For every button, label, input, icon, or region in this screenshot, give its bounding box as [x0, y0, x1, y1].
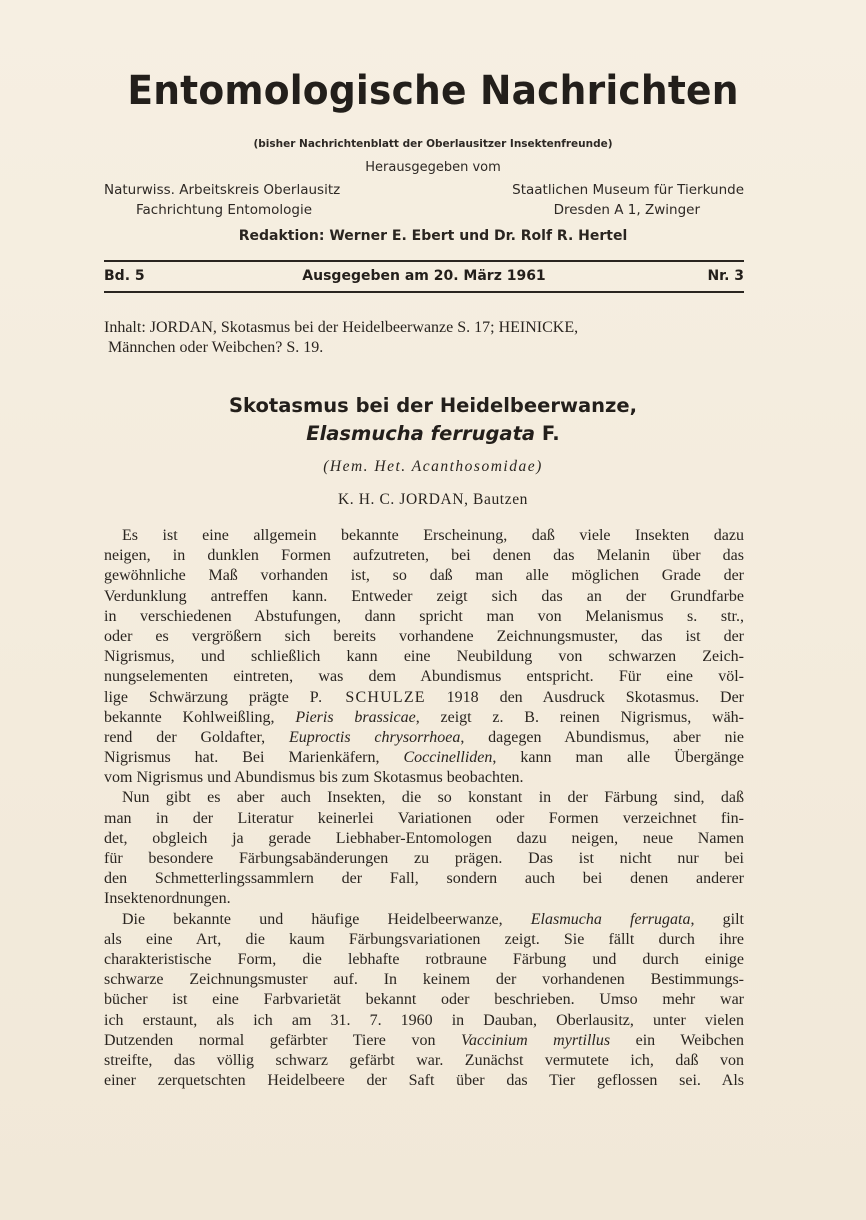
body-line: den Schmetterlingssammlern der Fall, sondern auch bei denen anderer — [104, 870, 744, 888]
contents-line-2: Männchen oder Weibchen? S. 19. — [108, 339, 324, 356]
contents-line-1: Inhalt: JORDAN, Skotasmus bei der Heidelbeerwanze S. 17; HEINICKE, — [104, 319, 579, 336]
journal-subtitle: (bisher Nachrichtenblatt der Oberlausitzer Insektenfreunde) — [253, 138, 613, 150]
body-line: vom Nigrismus und Abundismus bis zum Skotasmus beobachten. — [104, 769, 524, 787]
article-author: K. H. C. JORDAN, Bautzen — [337, 491, 529, 508]
publisher-intro: Herausgegeben vom — [365, 160, 501, 175]
publisher-right-line-1: Staatlichen Museum für Tierkunde — [512, 182, 744, 198]
body-line: Es ist eine allgemein bekannte Erscheinung, daß viele Insekten dazu — [122, 527, 744, 544]
body-line: bekannte Kohlweißling, Pieris brassicae, zeigt z. B. reinen Nigrismus, wäh- — [104, 708, 745, 726]
issue-date: Ausgegeben am 20. März 1961 — [302, 268, 546, 284]
editors-line: Redaktion: Werner E. Ebert und Dr. Rolf R. Hertel — [238, 228, 628, 244]
volume-label: Bd. 5 — [104, 268, 145, 284]
body-line: bücher ist eine Farbvarietät bekannt oder beschrieben. Umso mehr war — [104, 991, 744, 1009]
article-taxon: (Hem. Het. Acanthosomidae) — [323, 458, 543, 475]
body-line: lige Schwärzung prägte P. SCHULZE 1918 den Ausdruck Skotasmus. Der — [104, 688, 745, 706]
body-line: Nigrismus hat. Bei Marienkäfern, Coccinelliden, kann man alle Übergänge — [104, 749, 744, 767]
header-rule-bottom — [104, 291, 744, 293]
body-line: oder es vergrößern sich bereits vorhandene Zeichnungsmuster, das ist der — [104, 627, 744, 645]
article-title-line-2: Elasmucha ferrugata F. — [306, 422, 560, 445]
body-line: gewöhnliche Maß vorhanden ist, so daß man alle möglichen Grade der — [104, 567, 744, 585]
body-line: Nun gibt es aber auch Insekten, die so konstant in der Färbung sind, daß — [122, 789, 744, 807]
table-of-contents — [104, 318, 744, 358]
body-line: Nigrismus, und schließlich kann eine Neubildung von schwarzen Zeich- — [104, 648, 744, 666]
body-line: Insektenordnungen. — [104, 890, 231, 908]
publisher-left-line-2: Fachrichtung Entomologie — [136, 202, 313, 218]
article-title — [0, 392, 866, 448]
journal-title: Entomologische Nachrichten — [127, 68, 739, 114]
article-body — [104, 526, 744, 1091]
issue-number: Nr. 3 — [707, 268, 744, 284]
publisher-left — [104, 180, 404, 220]
body-line: einer zerquetschten Heidelbeere der Saft über das Tier geflossen sei. Als — [104, 1072, 744, 1090]
body-line: in verschiedenen Abstufungen, dann spricht man von Melanismus s. str., — [104, 607, 744, 625]
body-line: det, obgleich ja gerade Liebhaber-Entomologen dazu neigen, neue Namen — [104, 829, 744, 847]
body-line: schwarze Zeichnungsmuster auf. In keinem der vorhandenen Bestimmungs- — [104, 971, 744, 989]
body-line: man in der Literatur keinerlei Variationen oder Formen verzeichnet fin- — [104, 809, 744, 827]
body-line: Verdunklung antreffen kann. Entweder zeigt sich das an der Grundfarbe — [104, 587, 744, 605]
body-line: rend der Goldafter, Euproctis chrysorrhoea, dagegen Abundismus, aber nie — [104, 728, 744, 746]
body-line: ich erstaunt, als ich am 31. 7. 1960 in Dauban, Oberlausitz, unter vielen — [104, 1011, 744, 1029]
publisher-right-line-2: Dresden A 1, Zwinger — [553, 202, 700, 218]
body-line: Die bekannte und häufige Heidelbeerwanze, Elasmucha ferrugata, gilt — [122, 910, 744, 928]
body-line: für besondere Färbungsabänderungen zu prägen. Das ist nicht nur bei — [104, 850, 744, 867]
body-line: nungselementen eintreten, was dem Abundismus entspricht. Für eine völ- — [104, 668, 744, 686]
body-line: Dutzenden normal gefärbter Tiere von Vaccinium myrtillus ein Weibchen — [104, 1031, 744, 1049]
article-title-line-1: Skotasmus bei der Heidelbeerwanze, — [229, 394, 637, 417]
body-line: charakteristische Form, die lebhafte rotbraune Färbung und durch einige — [104, 950, 744, 968]
publisher-left-line-1: Naturwiss. Arbeitskreis Oberlausitz — [104, 182, 341, 198]
body-line: als eine Art, die kaum Färbungsvariationen zeigt. Sie fällt durch ihre — [104, 930, 744, 948]
publisher-right — [444, 180, 744, 220]
body-line: neigen, in dunklen Formen aufzutreten, bei denen das Melanin über das — [104, 547, 744, 565]
header-rule-top — [104, 260, 744, 262]
body-line: streifte, das völlig schwarz gefärbt war. Zunächst vermutete ich, daß von — [104, 1051, 744, 1069]
